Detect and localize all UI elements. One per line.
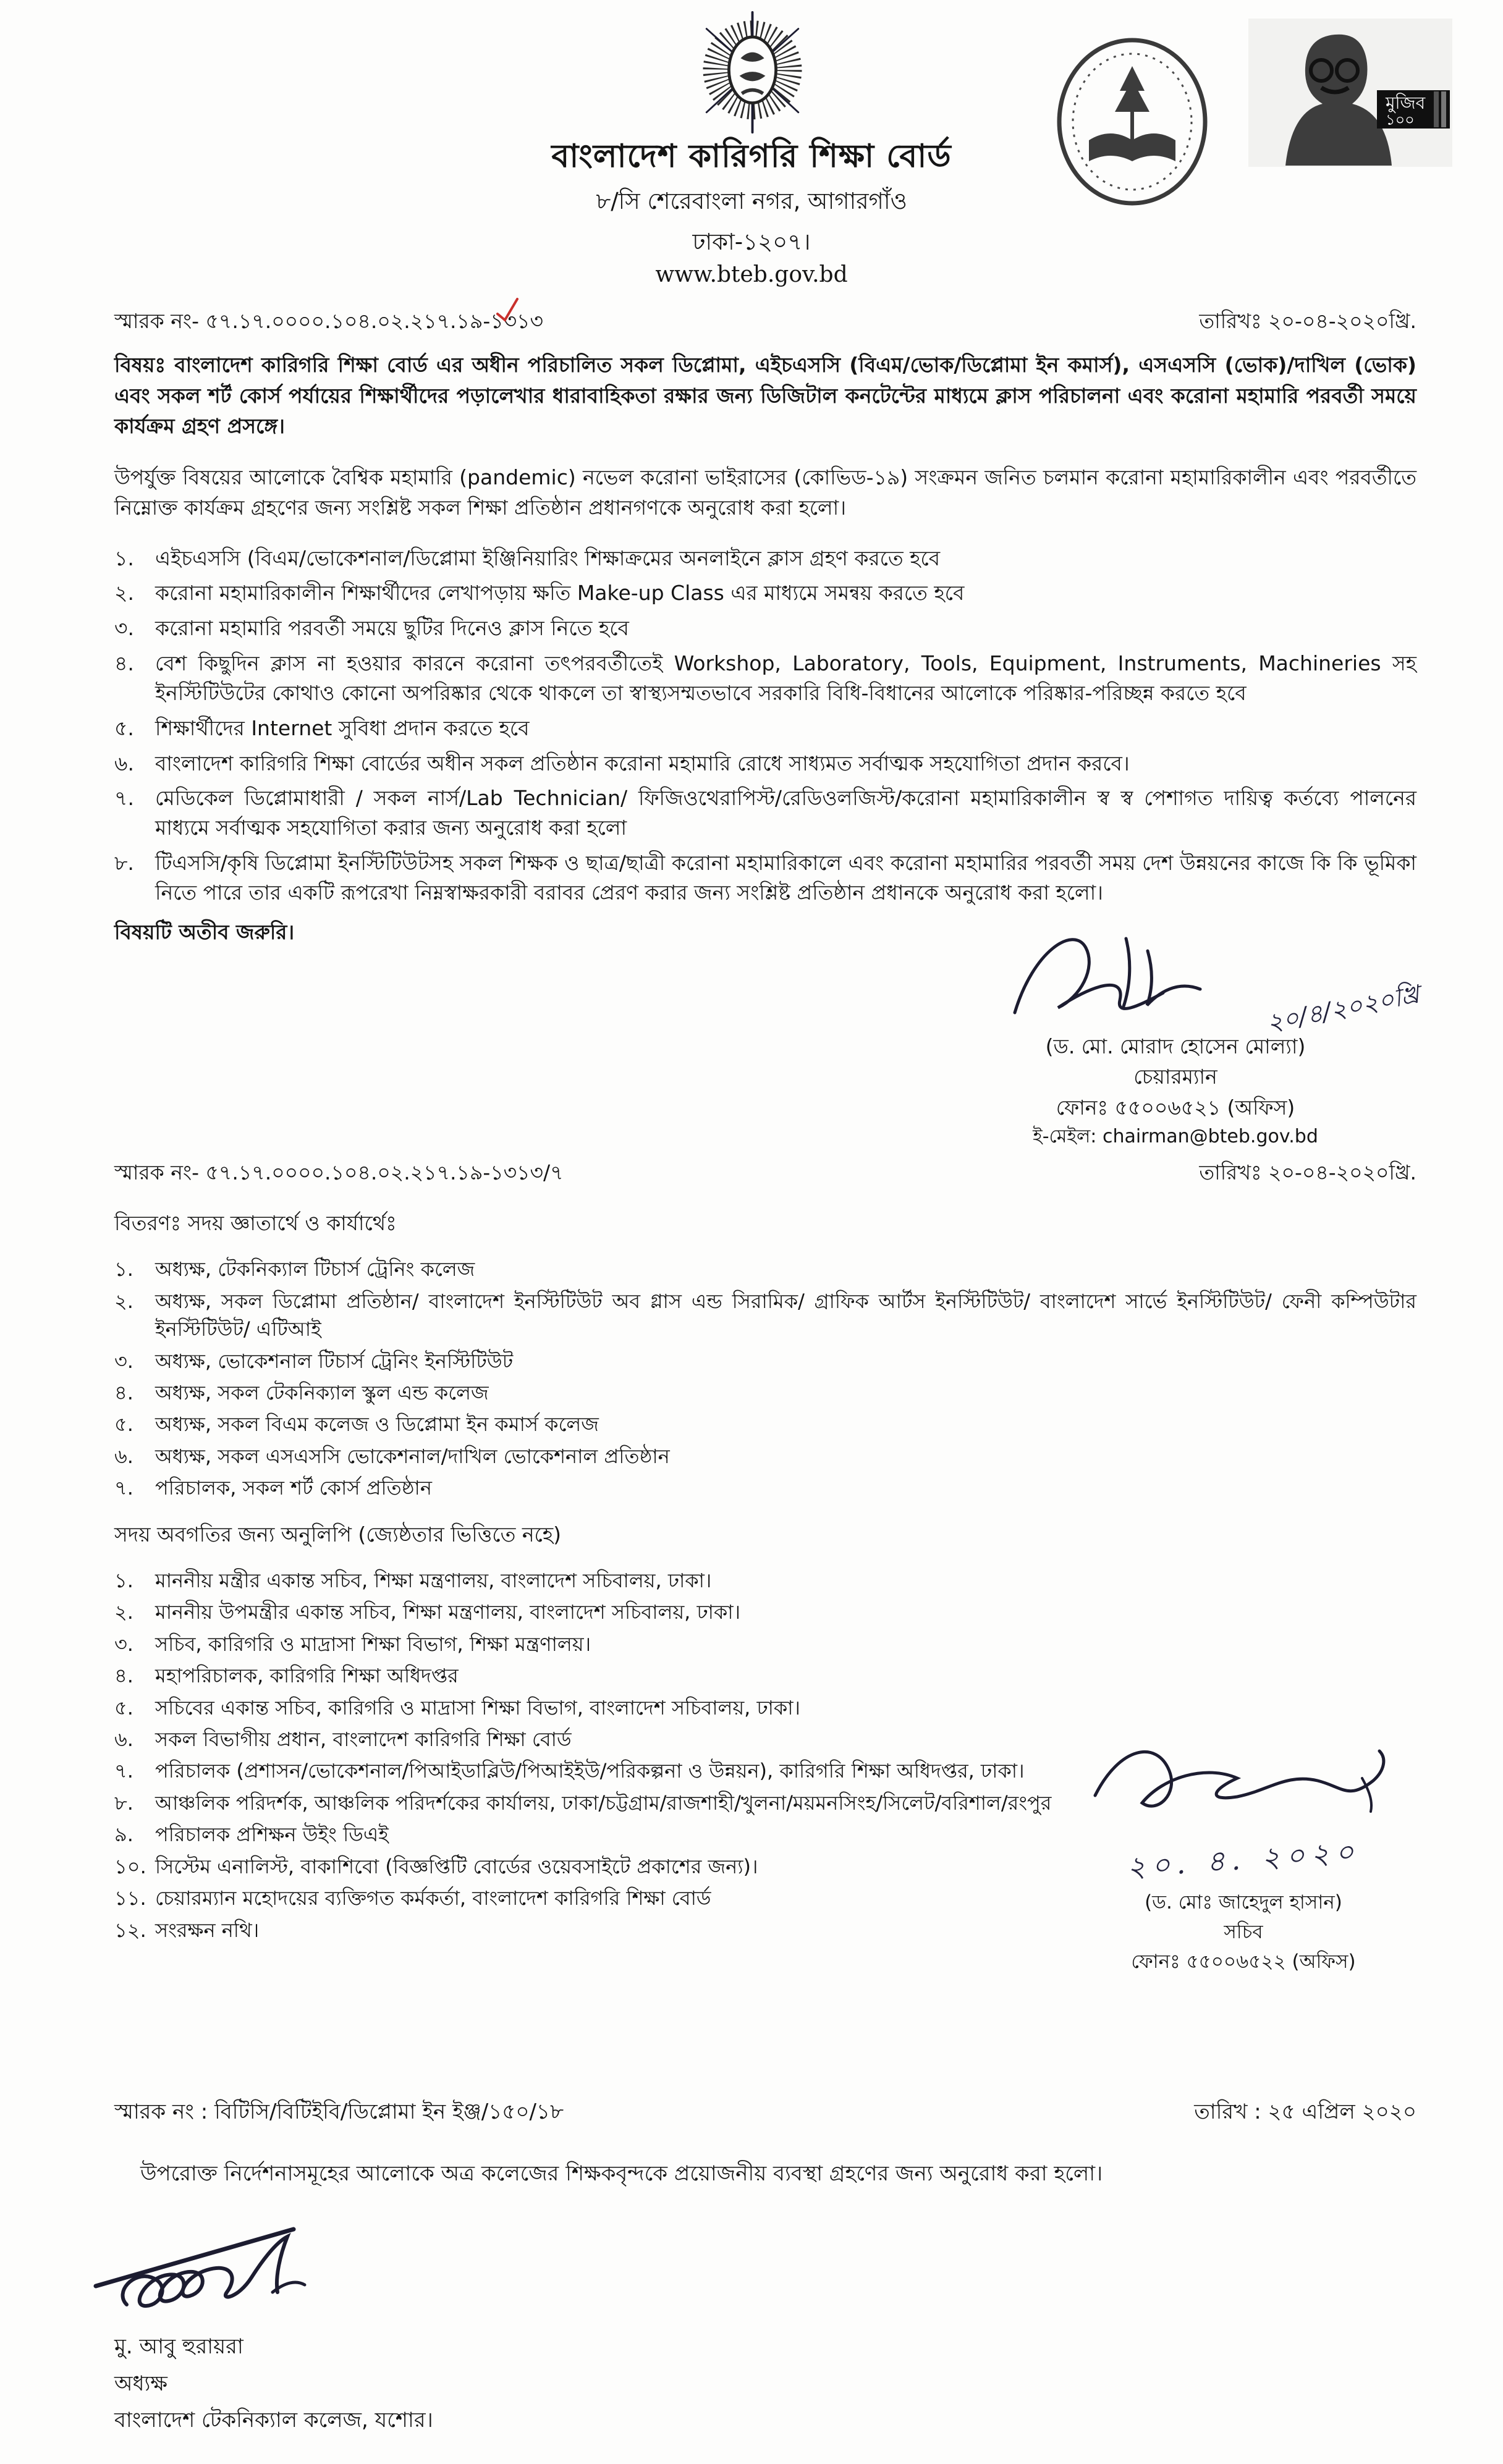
org-address-line1: ৮/সি শেরেবাংলা নগর, আগারগাঁও <box>596 188 907 214</box>
item-number: ৩. <box>114 1632 133 1656</box>
list-item <box>114 1598 1416 1626</box>
item-number: ১১. <box>114 1886 146 1910</box>
item-text: মহাপরিচালক, কারিগরি শিক্ষা অধিদপ্তর <box>155 1664 459 1688</box>
list-item <box>114 1255 1416 1283</box>
item-number: ৬. <box>114 1727 133 1751</box>
directives-list <box>114 544 1416 908</box>
secretary-title: সচিব <box>1224 1921 1263 1944</box>
principal-name: মু. আবু হুরায়রা <box>114 2334 243 2360</box>
principal-signature-block <box>114 2218 1416 2439</box>
secretary-phone: ফোনঃ ৫৫০০৬৫২২ (অফিস) <box>1131 1951 1356 1973</box>
item-number: ৩. <box>114 616 134 641</box>
list-item <box>114 1379 1416 1407</box>
item-number: ৮. <box>114 1791 133 1815</box>
item-text: অধ্যক্ষ, সকল এসএসসি ভোকেশনাল/দাখিল ভোকেশনাল প্রতিষ্ঠান <box>155 1444 670 1468</box>
item-number: ৬. <box>114 1444 133 1468</box>
list-item <box>114 1694 1416 1722</box>
org-address-line2: ঢাকা-১২০৭। <box>692 229 811 255</box>
item-text: অধ্যক্ষ, সকল টেকনিক্যাল স্কুল এন্ড কলেজ <box>155 1381 489 1405</box>
mujib-logo-number: ১০০ <box>1386 111 1415 129</box>
item-text: পরিচালক (প্রশাসন/ভোকেশনাল/পিআইডাব্লিউ/পিআইইউ/পরিকল্পনা ও উন্নয়ন), কারিগরি শিক্ষা অধিদপ্তর, ঢাকা। <box>155 1759 1025 1783</box>
list-item <box>114 1662 1416 1690</box>
item-number: ৬. <box>114 751 134 775</box>
item-number: ১২. <box>114 1918 146 1942</box>
item-text: সচিব, কারিগরি ও মাদ্রাসা শিক্ষা বিভাগ, শিক্ষা মন্ত্রণালয়। <box>155 1632 591 1656</box>
item-number: ১. <box>114 1257 133 1281</box>
list-item <box>114 649 1416 708</box>
list-item <box>114 848 1416 908</box>
memo-number: স্মারক নং : বিটিসি/বিটিইবি/ডিপ্লোমা ইন ইঞ্জ/১৫০/১৮ <box>114 2099 564 2124</box>
letter-body <box>0 295 1503 2464</box>
list-item <box>114 714 1416 743</box>
item-number: ৪. <box>114 1664 133 1688</box>
list-item <box>114 614 1416 643</box>
item-number: ৭. <box>114 786 134 811</box>
memo-number: স্মারক নং- ৫৭.১৭.০০০০.১০৪.০২.২১৭.১৯-১৩১৩ <box>114 309 544 333</box>
item-text: সংরক্ষন নথি। <box>155 1918 260 1942</box>
closing-paragraph: উপরোক্ত নির্দেশনাসমূহের আলোকে অত্র কলেজের শিক্ষকবৃন্দকে প্রয়োজনীয় ব্যবস্থা গ্রহণের জন্য অনুরোধ করা হলো। <box>140 2161 1103 2186</box>
memo-date: তারিখঃ ২০-০৪-২০২০খ্রি. <box>1199 309 1416 333</box>
item-text: অধ্যক্ষ, টেকনিক্যাল টিচার্স ট্রেনিং কলেজ <box>155 1257 475 1281</box>
list-item <box>114 1474 1416 1502</box>
item-text: পরিচালক, সকল শর্ট কোর্স প্রতিষ্ঠান <box>155 1476 432 1500</box>
item-text: টিএসসি/কৃষি ডিপ্লোমা ইনস্টিটিউটসহ সকল শিক্ষক ও ছাত্র/ছাত্রী করোনা মহামারিকালে এবং করোনা মহামারির পরবর্তী সময় দেশ উন্নয়নের কাজে কি কি ভূমিকা নিতে পারে তার একটি রূপরেখা নিম্নস্বাক্ষরকারী বরাবর প্রেরণ করার জন্য সংশ্লিষ্ট প্রতিষ্ঠান প্রধানকে অনুরোধ করা হলো। <box>155 851 1416 905</box>
list-item <box>114 1443 1416 1470</box>
urgent-note: বিষয়টি অতীব জরুরি। <box>114 919 295 944</box>
list-item <box>114 1348 1416 1375</box>
list-item <box>114 578 1416 608</box>
secretary-name: (ড. মোঃ জাহেদুল হাসান) <box>1145 1891 1342 1914</box>
list-item <box>114 749 1416 778</box>
item-number: ২. <box>114 581 134 605</box>
chairman-name: (ড. মো. মোরাদ হোসেন মোল্যা) <box>1045 1034 1306 1058</box>
chairman-handwritten-date: ২০/৪/২০২০খ্রি <box>1264 980 1422 1038</box>
item-number: ৫. <box>114 1412 133 1437</box>
chairman-email: ই-মেইল: chairman@bteb.gov.bd <box>1033 1126 1318 1148</box>
item-text: অধ্যক্ষ, ভোকেশনাল টিচার্স ট্রেনিং ইনস্টিটিউট <box>155 1349 514 1373</box>
item-text: আঞ্চলিক পরিদর্শক, আঞ্চলিক পরিদর্শকের কার্যালয়, ঢাকা/চট্টগ্রাম/রাজশাহী/খুলনা/ময়মনসিংহ/সিলেট/বরিশাল/রংপুর <box>155 1791 1052 1815</box>
item-number: ৮. <box>114 851 134 875</box>
secretary-signature-block <box>1070 1721 1416 1977</box>
item-text: করোনা মহামারি পরবর্তী সময়ে ছুটির দিনেও ক্লাস নিতে হবে <box>155 616 629 641</box>
intro-paragraph: উপর্যুক্ত বিষয়ের আলোকে বৈশ্বিক মহামারি (pandemic) নভেল করোনা ভাইরাসের (কোভিড-১৯) সংক্রমন জনিত চলমান করোনা মহামারিকালীন এবং পরবর্তীতে নিম্নোক্ত কার্যক্রম গ্রহণের জন্য সংশ্লিষ্ট সকল শিক্ষা প্রতিষ্ঠান প্রধানগণকে অনুরোধ করা হলো। <box>114 465 1416 520</box>
org-name: বাংলাদেশ কারিগরি শিক্ষা বোর্ড <box>551 138 952 175</box>
item-number: ৪. <box>114 651 134 676</box>
item-text: মেডিকেল ডিপ্লোমাধারী / সকল নার্স/Lab Technician/ ফিজিওথেরাপিস্ট/রেডিওলজিস্ট/করোনা মহামারিকালীন স্ব স্ব পেশাগত দায়িত্ব কর্তব্যে পালনের মাধ্যমে সর্বাত্মক সহযোগিতা করার জন্য অনুরোধ করা হলো <box>155 786 1416 840</box>
item-number: ১০. <box>114 1854 146 1878</box>
item-text: অধ্যক্ষ, সকল বিএম কলেজ ও ডিপ্লোমা ইন কমার্স কলেজ <box>155 1412 599 1437</box>
item-number: ৩. <box>114 1349 133 1373</box>
list-item <box>114 1567 1416 1595</box>
secretary-signature-icon <box>1083 1721 1404 1826</box>
item-number: ১. <box>114 546 134 570</box>
item-number: ৯. <box>114 1823 133 1847</box>
red-tick-mark-icon <box>493 295 521 324</box>
memo-line-3 <box>114 2096 1416 2131</box>
item-text: শিক্ষার্থীদের Internet সুবিধা প্রদান করতে হবে <box>155 715 530 740</box>
bteb-monogram-icon <box>692 11 813 135</box>
memo-date: তারিখ : ২৫ এপ্রিল ২০২০ <box>1194 2099 1416 2124</box>
item-number: ২. <box>114 1289 133 1313</box>
item-text: মাননীয় উপমন্ত্রীর একান্ত সচিব, শিক্ষা মন্ত্রণালয়, বাংলাদেশ সচিবালয়, ঢাকা। <box>155 1600 741 1624</box>
principal-title: অধ্যক্ষ <box>114 2371 167 2396</box>
memo-date: তারিখঃ ২০-০৪-২০২০খ্রি. <box>1199 1160 1416 1185</box>
cc-heading: সদয় অবগতির জন্য অনুলিপি (জ্যেষ্ঠতার ভিত্তিতে নহে) <box>114 1522 561 1546</box>
list-item <box>114 1288 1416 1344</box>
list-item <box>114 1631 1416 1658</box>
item-text: বেশ কিছুদিন ক্লাস না হওয়ার কারনে করোনা তৎপরবর্তীতেই Workshop, Laboratory, Tools, Equipment, Instruments, Machineries সহ ইনস্টিটিউটের কোথাও কোনো অপরিষ্কার থেকে থাকলে তা স্বাস্থ্যসম্মতভাবে সরকারি বিধি-বিধানের আলোকে পরিষ্কার-পরিচ্ছন্ন করতে হবে <box>155 651 1416 705</box>
item-number: ১. <box>114 1568 133 1592</box>
item-number: ৫. <box>114 715 134 740</box>
memo-line-1 <box>114 305 1416 340</box>
item-text: বাংলাদেশ কারিগরি শিক্ষা বোর্ডের অধীন সকল প্রতিষ্ঠান করোনা মহামারি রোধে সাধ্যমত সর্বাত্মক সহযোগিতা প্রদান করবে। <box>155 751 1130 775</box>
list-item <box>114 1411 1416 1438</box>
item-text: সিস্টেম এনালিস্ট, বাকাশিবো (বিজ্ঞপ্তিটি বোর্ডের ওয়েবসাইটে প্রকাশের জন্য)। <box>155 1854 758 1878</box>
org-website: www.bteb.gov.bd <box>655 262 848 287</box>
item-text: সচিবের একান্ত সচিব, কারিগরি ও মাদ্রাসা শিক্ষা বিভাগ, বাংলাদেশ সচিবালয়, ঢাকা। <box>155 1695 801 1719</box>
item-text: সকল বিভাগীয় প্রধান, বাংলাদেশ কারিগরি শিক্ষা বোর্ড <box>155 1727 572 1751</box>
list-item <box>114 783 1416 843</box>
item-text: অধ্যক্ষ, সকল ডিপ্লোমা প্রতিষ্ঠান/ বাংলাদেশ ইনস্টিটিউট অব গ্লাস এন্ড সিরামিক/ গ্রাফিক আর্টস ইনস্টিটিউট/ বাংলাদেশ সার্ভে ইনস্টিটিউট/ ফেনী কম্পিউটার ইনস্টিটিউট/ এটিআই <box>155 1289 1416 1341</box>
item-text: চেয়ারম্যান মহোদয়ের ব্যক্তিগত কর্মকর্তা, বাংলাদেশ কারিগরি শিক্ষা বোর্ড <box>155 1886 711 1910</box>
chairman-signature-block <box>934 914 1422 1151</box>
subject-line: বিষয়ঃ বাংলাদেশ কারিগরি শিক্ষা বোর্ড এর অধীন পরিচালিত সকল ডিপ্লোমা, এইচএসসি (বিএম/ভোক/ডিপ্লোমা ইন কমার্স), এসএসসি (ভোক)/দাখিল (ভোক) এবং সকল শর্ট কোর্স পর্যায়ের শিক্ষার্থীদের পড়ালেখার ধারাবাহিকতা রক্ষার জন্য ডিজিটাল কনটেন্টের মাধ্যমে ক্লাস পরিচালনা এবং করোনা মহামারি পরবর্তী সময়ে কার্যক্রম গ্রহণ প্রসঙ্গে। <box>114 353 1416 438</box>
memo-line-2 <box>114 1157 1416 1191</box>
item-number: ৪. <box>114 1381 133 1405</box>
item-text: করোনা মহামারিকালীন শিক্ষার্থীদের লেখাপড়ায় ক্ষতি Make-up Class এর মাধ্যমে সমন্বয় করতে হবে <box>155 581 965 605</box>
item-text: এইচএসসি (বিএম/ভোকেশনাল/ডিপ্লোমা ইঞ্জিনিয়ারিং শিক্ষাক্রমের অনলাইনে ক্লাস গ্রহণ করতে হবে <box>155 546 941 570</box>
item-text: পরিচালক প্রশিক্ষন উইং ডিএই <box>155 1823 389 1847</box>
chairman-title: চেয়ারম্যান <box>1133 1065 1217 1089</box>
item-number: ২. <box>114 1600 133 1624</box>
distribution-list <box>114 1255 1416 1503</box>
item-number: ৭. <box>114 1476 133 1500</box>
secretary-handwritten-date: ২০. ৪. ২০২০ <box>1125 1834 1361 1884</box>
item-number: ৭. <box>114 1759 133 1783</box>
letterhead <box>0 0 1503 295</box>
distribution-heading: বিতরণঃ সদয় জ্ঞাতার্থে ও কার্যার্থেঃ <box>114 1211 397 1236</box>
list-item <box>114 544 1416 573</box>
principal-signature-icon <box>90 2218 485 2317</box>
principal-org: বাংলাদেশ টেকনিক্যাল কলেজ, যশোর। <box>114 2408 433 2433</box>
mujib-logo-text: মুজিব <box>1386 93 1426 113</box>
item-text: মাননীয় মন্ত্রীর একান্ত সচিব, শিক্ষা মন্ত্রণালয়, বাংলাদেশ সচিবালয়, ঢাকা। <box>155 1568 712 1592</box>
item-number: ৫. <box>114 1695 133 1719</box>
cc-section <box>114 1567 1416 2074</box>
chairman-phone: ফোনঃ ৫৫০০৬৫২১ (অফিস) <box>1056 1095 1295 1120</box>
memo-number: স্মারক নং- ৫৭.১৭.০০০০.১০৪.০২.২১৭.১৯-১৩১৩/৭ <box>114 1160 564 1185</box>
